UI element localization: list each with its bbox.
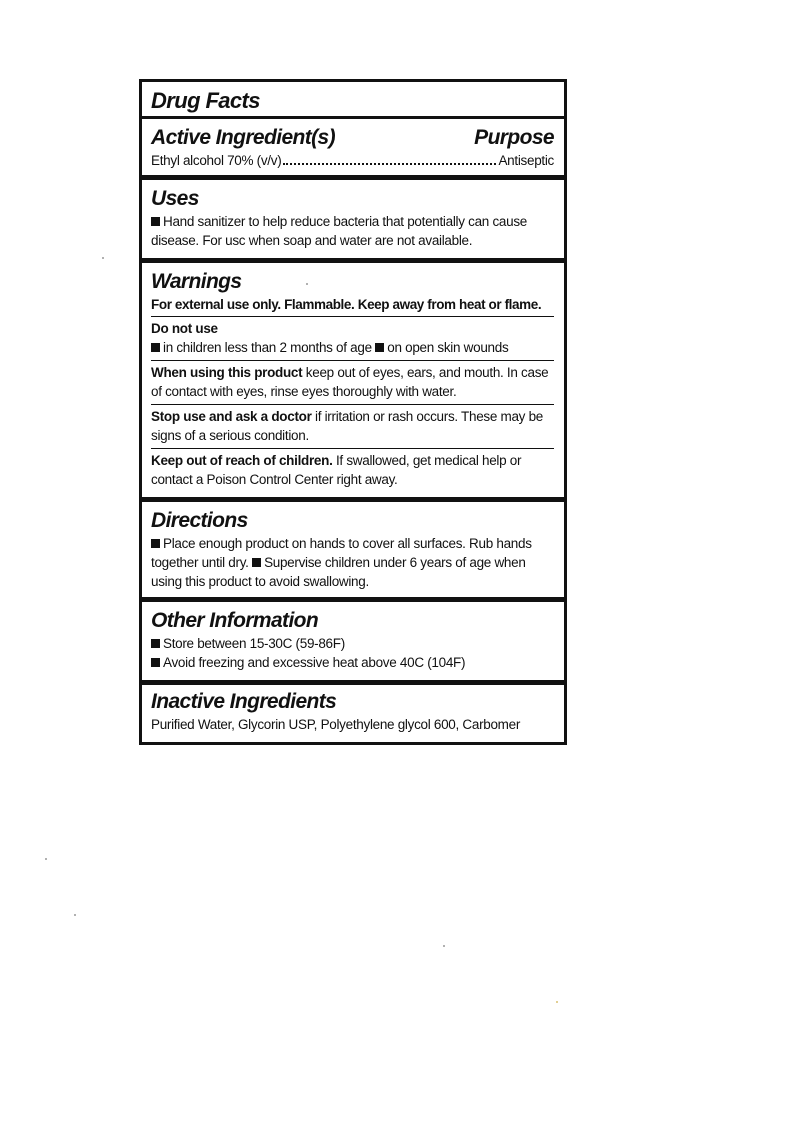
do-not-use-items <box>151 338 554 357</box>
keep-out-text: If swallowed, get medical help or contact a Poison Control Center right away. <box>151 453 522 487</box>
bullet-icon <box>252 558 261 567</box>
other-info-item: Avoid freezing and excessive heat above 40C (104F) <box>163 655 466 670</box>
dotted-leader <box>283 163 496 165</box>
other-info-item-row <box>151 634 554 653</box>
other-info-item-row <box>151 653 554 672</box>
other-info-heading: Other Information <box>151 609 319 632</box>
scan-speck <box>556 1001 558 1003</box>
bullet-icon <box>151 217 160 226</box>
uses-heading: Uses <box>151 187 199 210</box>
keep-out-label: Keep out of reach of children. <box>151 453 333 468</box>
when-using-block <box>151 363 554 405</box>
scan-speck <box>102 257 104 259</box>
active-ingredients-section <box>142 119 564 180</box>
bullet-icon <box>375 343 384 352</box>
directions-item: Place enough product on hands to cover all surfaces. Rub hands together until dry. <box>151 536 532 570</box>
ingredient-purpose: Antiseptic <box>498 153 554 168</box>
uses-section <box>142 180 564 263</box>
external-use-warning: For external use only. Flammable. Keep away from heat or flame. <box>151 295 554 317</box>
bullet-icon <box>151 343 160 352</box>
directions-section <box>142 502 564 602</box>
when-using-text: keep out of eyes, ears, and mouth. In case of contact with eyes, rinse eyes thoroughly with water. <box>151 365 549 399</box>
uses-text-block <box>151 212 554 250</box>
active-header-row <box>151 125 554 151</box>
inactive-ingredients-text: Purified Water, Glycorin USP, Polyethylene glycol 600, Carbomer <box>151 717 521 732</box>
do-not-use-item: in children less than 2 months of age <box>163 340 372 355</box>
bullet-icon <box>151 658 160 667</box>
do-not-use-block <box>151 319 554 361</box>
when-using-label: When using this product <box>151 365 303 380</box>
stop-use-text: if irritation or rash occurs. These may be signs of a serious condition. <box>151 409 543 443</box>
scan-speck <box>45 858 47 860</box>
do-not-use-item: on open skin wounds <box>387 340 509 355</box>
directions-text-block <box>151 534 554 591</box>
inactive-ingredients-section <box>142 685 564 742</box>
keep-out-block <box>151 451 554 492</box>
stop-use-label: Stop use and ask a doctor <box>151 409 312 424</box>
other-info-item: Store between 15-30C (59-86F) <box>163 636 345 651</box>
do-not-use-label: Do not use <box>151 321 218 336</box>
active-ingredients-heading: Active Ingredient(s) <box>151 126 336 149</box>
drug-facts-title: Drug Facts <box>151 88 260 113</box>
warnings-section <box>142 263 564 502</box>
uses-text: Hand sanitizer to help reduce bacteria that potentially can cause disease. For usc when soap and water are not available. <box>151 214 527 248</box>
other-info-section <box>142 602 564 685</box>
bullet-icon <box>151 639 160 648</box>
purpose-heading: Purpose <box>474 126 554 149</box>
drug-facts-label <box>139 79 567 745</box>
warnings-heading: Warnings <box>151 270 242 293</box>
scan-speck <box>443 945 445 947</box>
inactive-ingredients-heading: Inactive Ingredients <box>151 690 337 713</box>
scan-speck <box>306 283 308 285</box>
title-section <box>142 82 564 119</box>
ingredient-row <box>151 151 554 170</box>
ingredient-name: Ethyl alcohol 70% (v/v) <box>151 153 282 168</box>
stop-use-block <box>151 407 554 449</box>
scan-speck <box>74 914 76 916</box>
directions-item: Supervise children under 6 years of age when using this product to avoid swallowing. <box>151 555 526 589</box>
bullet-icon <box>151 539 160 548</box>
directions-heading: Directions <box>151 509 248 532</box>
